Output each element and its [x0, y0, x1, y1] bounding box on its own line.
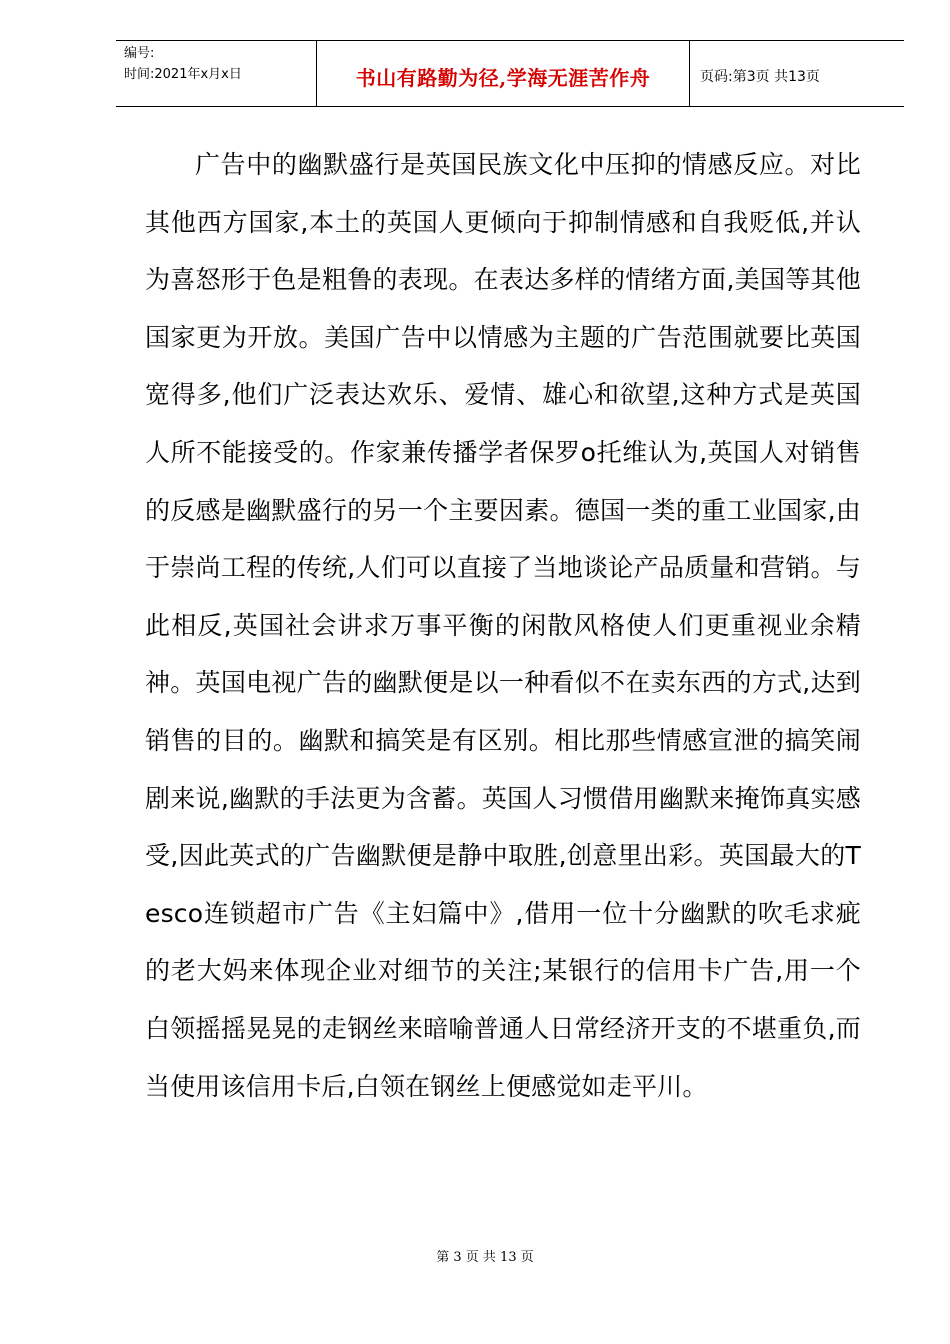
document-number-label: 编号:	[124, 46, 155, 61]
document-time-label: 时间:2021年x月x日	[124, 67, 242, 82]
footer-page-number: 第 3 页 共 13 页	[436, 1250, 534, 1265]
body-paragraph: 广告中的幽默盛行是英国民族文化中压抑的情感反应。对比其他西方国家,本土的英国人更倾向于抑制情感和自我贬低,并认为喜怒形于色是粗鲁的表现。在表达多样的情绪方面,美国等其他国家更为开放。美国广告中以情感为主题的广告范围就要比英国宽得多,他们广泛表达欢乐、爱情、雄心和欲望,这种方式是英国人所不能接受的。作家兼传播学者保罗o托维认为,英国人对销售的反感是幽默盛行的另一个主要因素。德国一类的重工业国家,由于崇尚工程的传统,人们可以直接了当地谈论产品质量和营销。与此相反,英国社会讲求万事平衡的闲散风格使人们更重视业余精神。英国电视广告的幽默便是以一种看似不在卖东西的方式,达到销售的目的。幽默和搞笑是有区别。相比那些情感宣泄的搞笑闹剧来说,幽默的手法更为含蓄。英国人习惯借用幽默来掩饰真实感受,因此英式的广告幽默便是静中取胜,创意里出彩。英国最大的Tesco连锁超市广告《主妇篇中》,借用一位十分幽默的吹毛求疵的老大妈来体现企业对细节的关注;某银行的信用卡广告,用一个白领摇摇晃晃的走钢丝来暗喻普通人日常经济开支的不堪重负,而当使用该信用卡后,白领在钢丝上便感觉如走平川。	[145, 150, 861, 1101]
header-motto: 书山有路勤为径,学海无涯苦作舟	[355, 65, 651, 90]
body-text	[145, 136, 861, 1115]
header-meta	[116, 41, 316, 107]
header-page-info-cell	[690, 41, 904, 107]
header-page-info: 页码:第3页 共13页	[700, 69, 820, 85]
header-motto-cell	[316, 41, 690, 107]
page-footer	[0, 1246, 950, 1265]
page-header	[116, 40, 904, 107]
